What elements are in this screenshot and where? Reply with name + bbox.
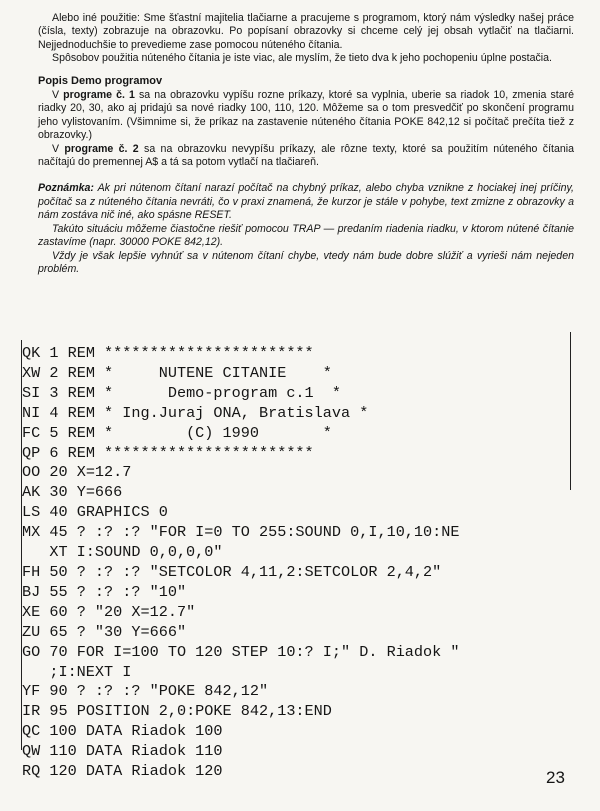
checksum-code: YF [22, 682, 41, 701]
note-body: Ak pri nútenom čítaní narazí počítač na chybný príkaz, alebo chyba vznikne z hociakej inej príčiny, počítač sa z núteného čítania nevráti, čo v praxi znamená, že kurzor je stále v pohybe, text zmizne z obrazovky a nám zostáva nič iné, ako spásne RESET. [38, 182, 574, 222]
basic-line-text: 90 ? :? :? "POKE 842,12" [49, 682, 269, 701]
listing-line [18, 583, 578, 603]
checksum-code: XE [22, 602, 41, 621]
listing-line [18, 603, 578, 623]
basic-line-text: 30 Y=666 [49, 483, 123, 502]
listing-line [18, 444, 578, 464]
checksum-code: XW [22, 363, 41, 382]
basic-line-text: 6 REM *********************** [49, 443, 314, 462]
listing-line [18, 643, 578, 663]
checksum-code: ZU [22, 622, 41, 641]
basic-line-text: 4 REM * Ing.Juraj ONA, Bratislava * [49, 403, 369, 422]
basic-line-text: 120 DATA Riadok 120 [49, 762, 223, 781]
basic-line-text: 2 REM * NUTENE CITANIE * [49, 363, 332, 382]
checksum-code: QP [22, 443, 41, 462]
basic-line-text: 95 POSITION 2,0:POKE 842,13:END [49, 702, 332, 721]
listing-line [18, 623, 578, 643]
note-paragraph-2: Takúto situáciu môžeme čiastočne riešiť pomocou TRAP — predaním riadenia riadku, v ktorom nútené čítanie zastavíme (napr. 30000 POKE 842,12). [38, 222, 574, 249]
checksum-code: BJ [22, 582, 41, 601]
note-paragraph-1 [38, 182, 574, 222]
checksum-code: LS [22, 503, 41, 522]
listing-line [18, 424, 578, 444]
note-paragraph-3: Vždy je však lepšie vyhnúť sa v nútenom čítaní chybe, vtedy nám bude dobre slúžiť a vyrieši nám nejeden problém. [38, 249, 574, 275]
checksum-code: SI [22, 383, 41, 402]
basic-line-text: 55 ? :? :? "10" [49, 582, 187, 601]
checksum-code: QW [22, 742, 41, 761]
listing-line [18, 404, 578, 424]
basic-line-text: 50 ? :? :? "SETCOLOR 4,11,2:SETCOLOR 2,4,2" [49, 562, 442, 581]
listing-lines [18, 344, 578, 782]
demo-paragraph-2 [38, 143, 574, 170]
demo-p1-lead: V [52, 89, 64, 102]
listing-line [18, 682, 578, 702]
listing-line [18, 722, 578, 742]
section-heading: Popis Demo programov [38, 74, 163, 87]
basic-line-text: 65 ? "30 Y=666" [49, 622, 187, 641]
checksum-code: FH [22, 562, 41, 581]
basic-line-text: 5 REM * (C) 1990 * [49, 423, 332, 442]
article-text [38, 12, 574, 276]
listing-line [18, 563, 578, 583]
listing-line [18, 483, 578, 503]
listing-line [18, 742, 578, 762]
intro-paragraph-2: Spôsobov použitia núteného čítania je iste viac, ale myslím, že tieto dva k jeho pochopeniu úplne postačia. [52, 52, 552, 65]
listing-line [18, 702, 578, 722]
listing-line [18, 523, 578, 543]
listing-left-rule [21, 340, 22, 750]
demo-p1-bold: programe č. 1 [63, 89, 135, 102]
listing-line [18, 344, 578, 364]
note-block [38, 182, 574, 276]
listing-line [18, 762, 578, 782]
basic-line-text: 45 ? :? :? "FOR I=0 TO 255:SOUND 0,I,10,10:NE [49, 523, 460, 542]
demo-p1-body: sa na obrazovku vypíšu rozne príkazy, ktoré sa vyplnia, uberie sa riadok 10, zmenia staré riadky 20, 30, ako aj pridajú sa nové riadky 100, 110, 120. Môžeme sa o tom presvedčiť po skončení programu jeho vylistovaním. (Všimnime si, že príkaz na zastavenie núteného čítania POKE 842,12 si počítač prečíta tiež z obrazovky.) [38, 89, 575, 142]
checksum-code: QK [22, 344, 41, 362]
checksum-code: RQ [22, 762, 41, 781]
demo-p2-lead: V [52, 142, 65, 155]
checksum-code: IR [22, 702, 41, 721]
basic-line-text: 100 DATA Riadok 100 [49, 722, 223, 741]
checksum-code: MX [22, 523, 41, 542]
checksum-code: QC [22, 722, 41, 741]
checksum-code: GO [22, 642, 41, 661]
listing-line [18, 364, 578, 384]
listing-line [18, 543, 578, 563]
basic-line-text: 110 DATA Riadok 110 [49, 742, 223, 761]
checksum-code: AK [22, 483, 41, 502]
page-number: 23 [546, 768, 565, 787]
listing-line [18, 663, 578, 683]
checksum-code: OO [22, 463, 41, 482]
checksum-code: NI [22, 403, 41, 422]
checksum-code: FC [22, 423, 41, 442]
listing-line [18, 384, 578, 404]
demo-p2-body: sa na obrazovku nevypíšu príkazy, ale rôzne texty, ktoré sa použitím núteného čítania načítajú do premennej A$ a tá sa potom vytlačí na tlačiareň. [38, 142, 574, 169]
basic-line-text: 1 REM *********************** [49, 344, 314, 362]
listing-line [18, 463, 578, 483]
listing-line [18, 503, 578, 523]
basic-line-text: 70 FOR I=100 TO 120 STEP 10:? I;" D. Riadok " [49, 642, 460, 661]
basic-line-text: 40 GRAPHICS 0 [49, 503, 168, 522]
note-label: Poznámka: [38, 182, 94, 195]
basic-line-text: 60 ? "20 X=12.7" [49, 602, 196, 621]
basic-line-text: ;I:NEXT I [49, 662, 132, 681]
basic-line-text: XT I:SOUND 0,0,0,0" [49, 543, 223, 562]
intro-paragraph-1: Alebo iné použitie: Sme šťastní majitelia tlačiarne a pracujeme s programom, ktorý nám výsledky našej práce (čísla, texty) zobrazuje na obrazovku. Po popísaní obrazovky si chceme celý jej obsah vytlačiť na tlačiarni. Nejjednoduchšie to prevedieme zase pomocou núteného čítania. [38, 12, 574, 51]
basic-line-text: 20 X=12.7 [49, 463, 132, 482]
basic-line-text: 3 REM * Demo-program c.1 * [49, 383, 342, 402]
demo-p2-bold: programe č. 2 [64, 142, 139, 155]
basic-program-listing [18, 344, 578, 782]
listing-right-rule [570, 332, 571, 490]
demo-paragraph-1 [38, 89, 574, 143]
